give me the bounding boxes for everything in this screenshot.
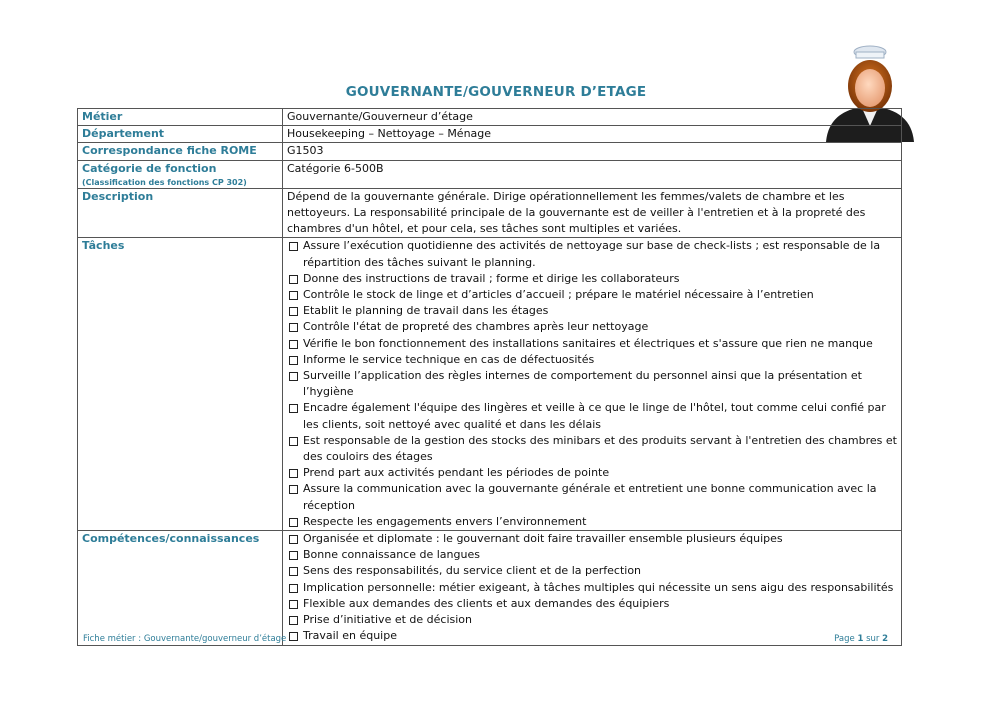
list-item: Sens des responsabilités, du service client et de la perfection <box>287 563 897 579</box>
list-item: Assure l’exécution quotidienne des activités de nettoyage sur base de check-lists ; est responsable de la répartition des tâches suivant le planning. <box>287 238 897 270</box>
list-item: Est responsable de la gestion des stocks des minibars et des produits servant à l'entretien des chambres et des couloirs des étages <box>287 433 897 465</box>
list-item: Encadre également l'équipe des lingères et veille à ce que le linge de l'hôtel, tout comme celui confié par les clients, soit nettoyé avec qualité et dans les délais <box>287 400 897 432</box>
list-item: Prend part aux activités pendant les périodes de pointe <box>287 465 897 481</box>
page-title: GOUVERNANTE/GOUVERNEUR D’ETAGE <box>345 84 647 100</box>
row-label: Catégorie de fonction <box>82 161 217 175</box>
table-row <box>78 160 902 188</box>
row-value: G1503 <box>283 143 902 160</box>
row-sublabel: (Classification des fonctions CP 302) <box>82 177 247 187</box>
list-item: Implication personnelle: métier exigeant, à tâches multiples qui nécessite un sens aigu des responsabilités <box>287 580 897 596</box>
list-item: Surveille l’application des règles internes de comportement du personnel ainsi que la présentation et l’hygiène <box>287 368 897 400</box>
row-value: Housekeeping – Nettoyage – Ménage <box>283 126 902 143</box>
page-prefix: Page <box>834 634 855 644</box>
footer-page-number <box>834 634 888 644</box>
table-row <box>78 188 902 238</box>
row-label: Tâches <box>78 238 283 531</box>
page-total: 2 <box>882 634 888 644</box>
page-sep: sur <box>866 634 880 644</box>
list-item: Flexible aux demandes des clients et aux demandes des équipiers <box>287 596 897 612</box>
table-row <box>78 126 902 143</box>
row-label: Description <box>78 188 283 238</box>
list-item: Prise d’initiative et de décision <box>287 612 897 628</box>
list-item: Respecte les engagements envers l’environnement <box>287 514 897 530</box>
list-item: Travail en équipe <box>287 628 897 644</box>
row-value-list <box>283 238 902 531</box>
row-value-list <box>283 531 902 645</box>
row-label: Compétences/connaissances <box>78 531 283 645</box>
row-value: Catégorie 6-500B <box>283 160 902 188</box>
job-sheet-table <box>77 108 902 646</box>
list-item: Assure la communication avec la gouvernante générale et entretient une bonne communication avec la réception <box>287 481 897 513</box>
table-row <box>78 109 902 126</box>
skills-list <box>287 531 897 644</box>
list-item: Informe le service technique en cas de défectuosités <box>287 352 897 368</box>
tasks-list <box>287 238 897 530</box>
list-item: Bonne connaissance de langues <box>287 547 897 563</box>
row-value: Dépend de la gouvernante générale. Dirige opérationnellement les femmes/valets de chambre et les nettoyeurs. La responsabilité principale de la gouvernante est de veiller à l'entretien et à la propreté des chambres d'un hôtel, et pour cela, ses tâches sont multiples et variées. <box>283 188 902 238</box>
row-label: Correspondance fiche ROME <box>78 143 283 160</box>
footer-document-name: Fiche métier : Gouvernante/gouverneur d’étage <box>83 634 287 644</box>
row-label-group <box>78 160 283 188</box>
page-current: 1 <box>857 634 864 644</box>
row-value: Gouvernante/Gouverneur d’étage <box>283 109 902 126</box>
row-label: Département <box>78 126 283 143</box>
table-row <box>78 531 902 645</box>
list-item: Donne des instructions de travail ; forme et dirige les collaborateurs <box>287 271 897 287</box>
table-row <box>78 238 902 531</box>
table-row <box>78 143 902 160</box>
list-item: Etablit le planning de travail dans les étages <box>287 303 897 319</box>
list-item: Vérifie le bon fonctionnement des installations sanitaires et électriques et s'assure que rien ne manque <box>287 336 897 352</box>
list-item: Contrôle l'état de propreté des chambres après leur nettoyage <box>287 319 897 335</box>
row-label: Métier <box>78 109 283 126</box>
list-item: Organisée et diplomate : le gouvernant doit faire travailler ensemble plusieurs équipes <box>287 531 897 547</box>
list-item: Contrôle le stock de linge et d’articles d’accueil ; prépare le matériel nécessaire à l’entretien <box>287 287 897 303</box>
